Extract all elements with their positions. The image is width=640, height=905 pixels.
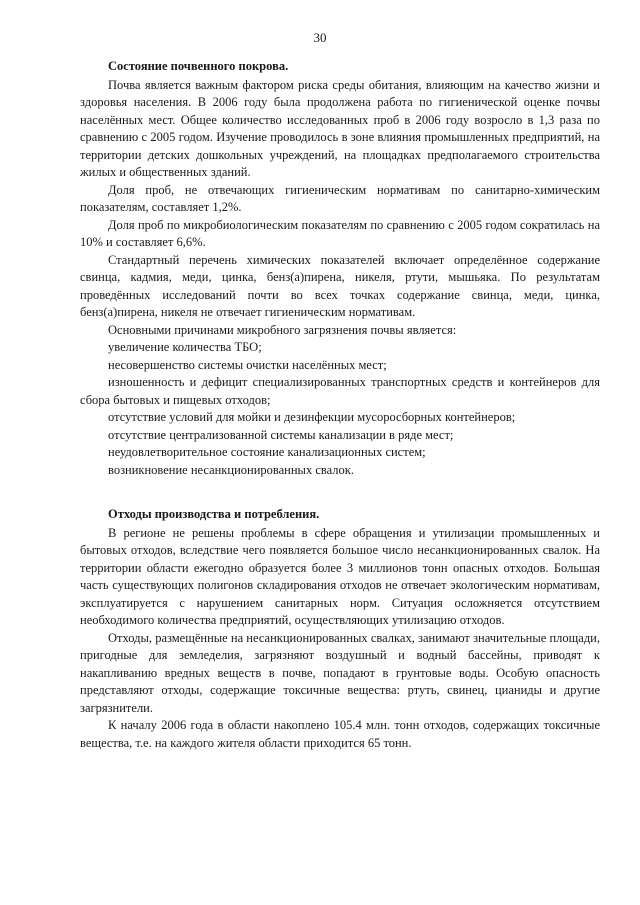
paragraph: К началу 2006 года в области накоплено 105.4 млн. тонн отходов, содержащих токсичные вещества, т.е. на каждого жителя области приходится 65 тонн.: [80, 718, 600, 750]
section-heading-waste: Отходы производства и потребления.: [108, 507, 320, 521]
section-heading-soil: Состояние почвенного покрова.: [108, 59, 289, 73]
paragraph: Основными причинами микробного загрязнения почвы является:: [108, 322, 457, 337]
list-item: отсутствие условий для мойки и дезинфекции мусоросборных контейнеров;: [108, 410, 516, 424]
paragraph: Отходы, размещённые на несанкционированных свалках, занимают значительные площади, пригодные для земледелия, загрязняют воздушный и водный бассейны, приводят к накапливанию вредных веществ в почве, попадают в грунтовые воды. Особую опасность представляют отходы, содержащие токсичные вещества: ртуть, свинец, цианиды и другие загрязнители.: [80, 630, 600, 715]
list-item: несовершенство системы очистки населённых мест;: [108, 357, 387, 372]
page-number: 30: [313, 30, 327, 45]
document-body: [80, 58, 600, 752]
list-item: возникновение несанкционированных свалок.: [108, 462, 354, 477]
paragraph: Почва является важным фактором риска среды обитания, влияющим на качество жизни и здоровья населения. В 2006 году была продолжена работа по гигиенической оценке почвы населённых мест. Общее количество исследованных проб в 2006 году возросло в 1,3 раза по сравнению с 2005 годом. Изучение проводилось в зоне влияния промышленных предприятий, на территории детских дошкольных учреждений, на площадках предполагаемого строительства жилых и общественных зданий.: [80, 77, 600, 179]
list-item: отсутствие централизованной системы канализации в ряде мест;: [108, 427, 454, 442]
paragraph: В регионе не решены проблемы в сфере обращения и утилизации промышленных и бытовых отходов, вследствие чего появляется большое число несанкционированных свалок. На территории области ежегодно образуется более 3 миллионов тонн опасных отходов. Большая часть существующих полигонов складирования отходов не отвечает экологическим нормативам, эксплуатируется с нарушением санитарных норм. Ситуация осложняется отсутствием необходимого количества предприятий, осуществляющих утилизацию отходов.: [80, 525, 600, 627]
section-spacer: [80, 479, 600, 506]
paragraph: Стандартный перечень химических показателей включает определённое содержание свинца, кадмия, меди, цинка, бенз(а)пирена, никеля, ртути, мышьяка. По результатам проведённых исследований почти во всех точках содержание свинца, меди, цинка, бенз(а)пирена, никеля не отвечает гигиеническим нормативам.: [80, 252, 600, 319]
list-item: изношенность и дефицит специализированных транспортных средств и контейнеров для сбора бытовых и пищевых отходов;: [80, 375, 600, 407]
paragraph: Доля проб по микробиологическим показателям по сравнению с 2005 годом сократилась на 10% и составляет 6,6%.: [80, 217, 600, 249]
list-item: увеличение количества ТБО;: [108, 340, 262, 354]
list-item: неудовлетворительное состояние канализационных систем;: [108, 445, 426, 459]
paragraph: Доля проб, не отвечающих гигиеническим нормативам по санитарно-химическим показателям, составляет 1,2%.: [80, 182, 600, 214]
